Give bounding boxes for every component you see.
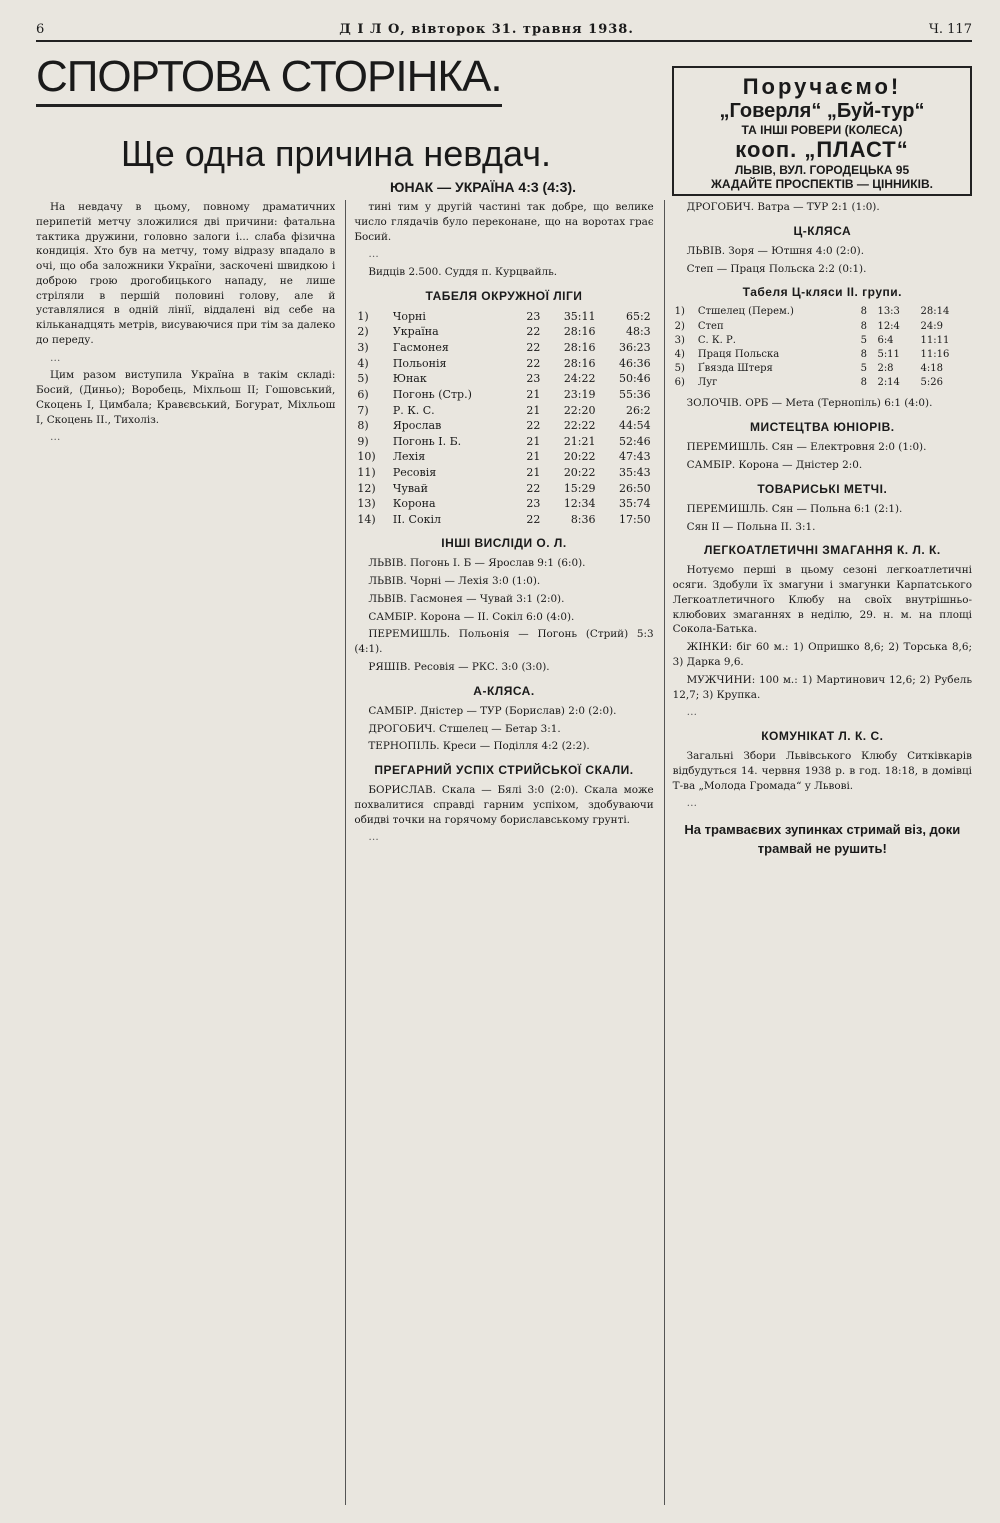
result-item: РЯШІВ. Ресовія — РКС. 3:0 (3:0). [368, 661, 550, 674]
article-paragraph: … [686, 797, 698, 810]
result-item: ЛЬВІВ. Чорні — Лехія 3:0 (1:0). [368, 575, 541, 588]
c-class-table [673, 305, 972, 390]
article-headline: Ще одна причина невдач. [121, 133, 551, 174]
table-cell: 2) [357, 325, 369, 339]
table-cell: 8 [860, 377, 867, 389]
article-paragraph: ПЕРЕМИШЛЬ. Сян — Електровня 2:0 (1:0). [686, 441, 927, 454]
communique-title: КОМУНІКАТ Л. К. С. [761, 729, 884, 744]
table-cell: 13) [357, 497, 376, 511]
c-class-title: Ц-КЛЯСА [793, 223, 852, 238]
table-cell: 65:2 [625, 309, 651, 323]
table-cell: 4:18 [920, 363, 943, 375]
league-table-row [354, 434, 653, 450]
table-cell: 21 [526, 403, 541, 417]
table-cell: 21 [526, 387, 541, 401]
result-item: ЛЬВІВ. Гасмонея — Чувай 3:1 (2:0). [368, 592, 565, 605]
ad-line-3: ТА ІНШІ РОВЕРИ (КОЛЕСА) [741, 123, 903, 137]
column-1 [36, 200, 335, 1505]
article-paragraph: … [368, 831, 379, 844]
table-cell: 24:22 [563, 372, 596, 386]
table-cell: 22 [526, 341, 541, 355]
ad-line-4: кооп. „ПЛАСТ“ [735, 137, 909, 162]
table-cell: 10) [357, 450, 376, 464]
table-cell: Польонія [392, 356, 447, 370]
table-cell: 22:20 [563, 403, 596, 417]
table-cell: 22:22 [563, 419, 596, 433]
table-cell: 26:2 [625, 403, 651, 417]
table-cell: 5:11 [877, 348, 900, 360]
article-paragraph: Степ — Праця Польска 2:2 (0:1). [686, 262, 867, 275]
table-cell: 22 [526, 481, 541, 495]
table-cell: 23 [526, 372, 541, 386]
c-class-table-row [673, 362, 972, 376]
league-table-row [354, 496, 653, 512]
c-class-table-row [673, 348, 972, 362]
table-cell: 5 [860, 363, 867, 375]
league-table-row [354, 481, 653, 497]
league-table-row [354, 371, 653, 387]
a-class-list [354, 704, 653, 754]
table-cell: 2:8 [877, 363, 894, 375]
table-cell: 13:3 [877, 306, 900, 318]
article-columns [36, 200, 972, 1505]
table-cell: 12:34 [563, 497, 596, 511]
result-item: ПЕРЕМИШЛЬ. Польонія — Погонь (Стрий) 5:3 (4:1). [354, 628, 654, 656]
table-cell: 11:11 [920, 334, 950, 346]
table-cell: Ґвязда Штеря [697, 363, 773, 375]
table-cell: 23:19 [563, 387, 596, 401]
article-paragraph: ПЕРЕМИШЛЬ. Сян — Польна 6:1 (2:1). [686, 502, 903, 515]
table-cell: 28:14 [920, 306, 950, 318]
table-cell: 7) [357, 403, 369, 417]
league-table-row [354, 387, 653, 403]
table-cell: 4) [357, 356, 369, 370]
advertisement-box [672, 66, 972, 196]
league-table-row [354, 465, 653, 481]
athletics-title: ЛЕГКОАТЛЕТИЧНІ ЗМАГАННЯ К. Л. К. [703, 543, 941, 558]
table-cell: 3) [674, 334, 685, 346]
table-cell: 11:16 [920, 348, 950, 360]
table-cell: 8 [860, 320, 867, 332]
table-cell: 8) [357, 419, 369, 433]
table-cell: 5) [674, 363, 685, 375]
table-cell: 17:50 [618, 512, 651, 526]
stryi-section-title: ПРЕГАРНИЙ УСПІХ СТРИЙСЬКОЇ СКАЛИ. [374, 763, 634, 778]
juniors-title: МИСТЕЦТВА ЮНІОРІВ. [750, 420, 895, 435]
table-cell: Юнак [392, 372, 427, 386]
table-cell: 4) [674, 348, 685, 360]
table-cell: 35:74 [618, 497, 651, 511]
league-table [354, 309, 653, 528]
table-cell: 36:23 [618, 341, 651, 355]
page-title: СПОРТОВА СТОРІНКА. [36, 52, 502, 107]
table-cell: Р. К. С. [392, 403, 435, 417]
table-cell: 28:16 [563, 356, 596, 370]
table-cell: 35:43 [618, 465, 651, 479]
league-table-row [354, 340, 653, 356]
table-cell: 52:46 [618, 434, 651, 448]
table-cell: Корона [392, 497, 436, 511]
table-cell: 50:46 [618, 372, 651, 386]
table-cell: 3) [357, 341, 369, 355]
table-cell: 20:22 [563, 465, 596, 479]
table-cell: 12) [357, 481, 376, 495]
table-cell: 22 [526, 325, 541, 339]
a-class-title: А-КЛЯСА. [473, 683, 535, 698]
ad-line-2: „Говерля“ „Буй-тур“ [719, 100, 925, 122]
league-table-title: ТАБЕЛЯ ОКРУЖНОЇ ЛІГИ [425, 288, 583, 303]
result-item: ДРОГОБИЧ. Стшелец — Бетар 3:1. [368, 722, 561, 735]
article-paragraph: Нотуємо перші в цьому сезоні легкоатлетичні осяги. Здобули їх змагуни і змагунки Карпатського Легкоатлетичного Клюбу на своїх внутрішньо-клюбових змаганнях в неділю, 29. н. м. на площі Сокола-Батька. [672, 564, 972, 636]
table-cell: 22 [526, 512, 541, 526]
table-cell: 12:4 [877, 320, 900, 332]
table-cell: 26:50 [618, 481, 651, 495]
article-paragraph: МУЖЧИНИ: 100 м.: 1) Мартинович 12,6; 2) Рубель 12,7; 3) Крупка. [672, 673, 972, 701]
table-cell: 6) [674, 377, 685, 389]
result-item: САМБІР. Корона — II. Сокіл 6:0 (4:0). [368, 610, 575, 623]
article-paragraph: … [50, 351, 61, 364]
issue-number: Ч. 117 [928, 22, 972, 37]
table-cell: 21 [526, 450, 541, 464]
table-cell: 14) [357, 512, 376, 526]
other-results-title: ІНШІ ВИСЛІДИ О. Л. [441, 536, 567, 551]
page-number: 6 [36, 22, 45, 37]
table-cell: 20:22 [563, 450, 596, 464]
table-cell: 6:4 [877, 334, 894, 346]
table-cell: 11) [357, 465, 376, 479]
table-cell: 22 [526, 419, 541, 433]
c-class-table-row [673, 334, 972, 348]
article-subhead: ЮНАК — УКРАЇНА 4:3 (4:3). [390, 179, 576, 195]
table-cell: 24:9 [920, 320, 943, 332]
table-cell: 6) [357, 387, 369, 401]
table-cell: Стшелец (Перем.) [697, 306, 794, 318]
table-cell: Степ [697, 320, 724, 332]
table-cell: С. К. Р. [697, 334, 736, 346]
table-cell: 1) [674, 306, 685, 318]
table-cell: 5) [357, 372, 369, 386]
table-cell: Праця Польска [697, 348, 780, 360]
c-class-table-row [673, 320, 972, 334]
table-cell: Лехія [392, 450, 426, 464]
table-cell: 22 [526, 356, 541, 370]
c-class-table-title: Табеля Ц-кляси II. групи. [742, 285, 902, 300]
article-paragraph: … [368, 248, 379, 261]
table-cell: Ресовія [392, 465, 437, 479]
ad-line-6: ЖАДАЙТЕ ПРОСПЕКТІВ — ЦІННИКІВ. [711, 177, 933, 191]
ad-line-5: ЛЬВІВ, ВУЛ. ГОРОДЕЦЬКА 95 [734, 163, 910, 177]
table-cell: 15:29 [563, 481, 596, 495]
newspaper-dateline: Д І Л О, вівторок 31. травня 1938. [339, 22, 634, 37]
table-cell: 9) [357, 434, 369, 448]
article-paragraph: САМБІР. Корона — Дністер 2:0. [686, 459, 863, 472]
table-cell: 28:16 [563, 341, 596, 355]
article-paragraph: Видців 2.500. Суддя п. Курцвайль. [368, 266, 558, 279]
league-table-row [354, 449, 653, 465]
table-cell: 21:21 [563, 434, 596, 448]
table-cell: 55:36 [618, 387, 651, 401]
article-paragraph: Загальні Збори Львівського Клюбу Ситківкарів відбудуться 14. червня 1938 р. в год. 18:18, в домівці Т-ва „Молода Громада“ у Львові. [672, 750, 972, 792]
other-results-list [354, 556, 653, 674]
table-cell: Україна [392, 325, 439, 339]
table-cell: 8 [860, 348, 867, 360]
article-paragraph: БОРИСЛАВ. Скала — Бялі 3:0 (2:0). Скала може похвалитися справді гарним успіхом, здобуваючи обидві точки на горячому бориславському грунті. [354, 784, 654, 826]
ad-line-1: Поручаємо! [742, 74, 902, 99]
article-paragraph: ЛЬВІВ. Зоря — Ютшня 4:0 (2:0). [686, 244, 864, 257]
table-cell: 2) [674, 320, 685, 332]
table-cell: Гасмонея [392, 341, 449, 355]
column-3 [664, 200, 972, 1505]
c-class-table-row [673, 376, 972, 390]
table-cell: 44:54 [618, 419, 651, 433]
c-class-table-row [673, 305, 972, 319]
table-cell: 28:16 [563, 325, 596, 339]
table-cell: 5 [860, 334, 867, 346]
table-cell: 23 [526, 309, 541, 323]
article-paragraph: … [50, 431, 61, 444]
league-table-row [354, 309, 653, 325]
article-paragraph: Сян II — Польна II. 3:1. [686, 520, 816, 533]
article-paragraph: Цим разом виступила Україна в такім складі: Босий, (Диньо); Воробець, Міхльош II; Гошовський, Скоцень I, Цимбала; Кравєвський, Богурат, Міхльош I, Скоцень II., Тихоліз. [36, 369, 336, 426]
table-cell: 5:26 [920, 377, 943, 389]
article-paragraph: ЗОЛОЧІВ. ОРБ — Мета (Тернопіль) 6:1 (4:0). [686, 397, 933, 410]
league-table-row [354, 418, 653, 434]
table-cell: 1) [357, 309, 369, 323]
table-cell: 21 [526, 434, 541, 448]
table-cell: 47:43 [618, 450, 651, 464]
table-cell: 8 [860, 306, 867, 318]
table-cell: Чувай [392, 481, 428, 495]
result-item: ЛЬВІВ. Погонь І. Б — Ярослав 9:1 (6:0). [368, 557, 586, 570]
table-cell: 46:36 [618, 356, 651, 370]
table-cell: 23 [526, 497, 541, 511]
table-cell: Ярослав [392, 419, 442, 433]
league-table-row [354, 356, 653, 372]
table-cell: 2:14 [877, 377, 900, 389]
table-cell: 8:36 [570, 512, 596, 526]
table-cell: 21 [526, 465, 541, 479]
article-paragraph: На невдачу в цьому, повному драматичних перипетій метчу зложилися дві причини: фатальна тактика дружини, головно залоги і... слаба фізична кондиція. Хто був на метчу, тому відразу впадало в очі, що оба заложники України, заскочені швидкою і доброю грою дрогобицького нападу, не лише стріляли в першій половині голову, але й уставлялися в одній лінії, віддалені від себе на кільканадцять метрів, висуваючися при тім за далеко до переду. [36, 201, 336, 346]
masthead [36, 22, 972, 42]
table-cell: Погонь І. Б. [392, 434, 462, 448]
table-cell: Чорні [392, 309, 426, 323]
tram-notice: На трамваєвих зупинках стримай віз, доки трамвай не рушить! [684, 822, 961, 856]
article-paragraph: ДРОГОБИЧ. Ватра — ТУР 2:1 (1:0). [686, 201, 880, 213]
result-item: ТЕРНОПІЛЬ. Креси — Поділля 4:2 (2:2). [368, 740, 590, 753]
league-table-row [354, 324, 653, 340]
table-cell: 48:3 [625, 325, 651, 339]
table-cell: Луг [697, 377, 718, 389]
table-cell: Погонь (Стр.) [392, 387, 472, 401]
column-2 [345, 200, 653, 1505]
article-paragraph: ЖІНКИ: біг 60 м.: 1) Опришко 8,6; 2) Торська 8,6; 3) Дарка 9,6. [672, 641, 972, 668]
article-paragraph: … [686, 706, 698, 719]
result-item: САМБІР. Дністер — ТУР (Борислав) 2:0 (2:0). [368, 704, 617, 717]
league-table-row [354, 512, 653, 528]
table-cell: II. Сокіл [392, 512, 441, 526]
article-paragraph: тині тим у другій частині так добре, що велике число глядачів було переконане, що на воротах грає Босий. [354, 201, 654, 243]
table-cell: 35:11 [563, 309, 596, 323]
league-table-row [354, 403, 653, 419]
friendly-title: ТОВАРИСЬКІ МЕТЧІ. [757, 481, 888, 496]
